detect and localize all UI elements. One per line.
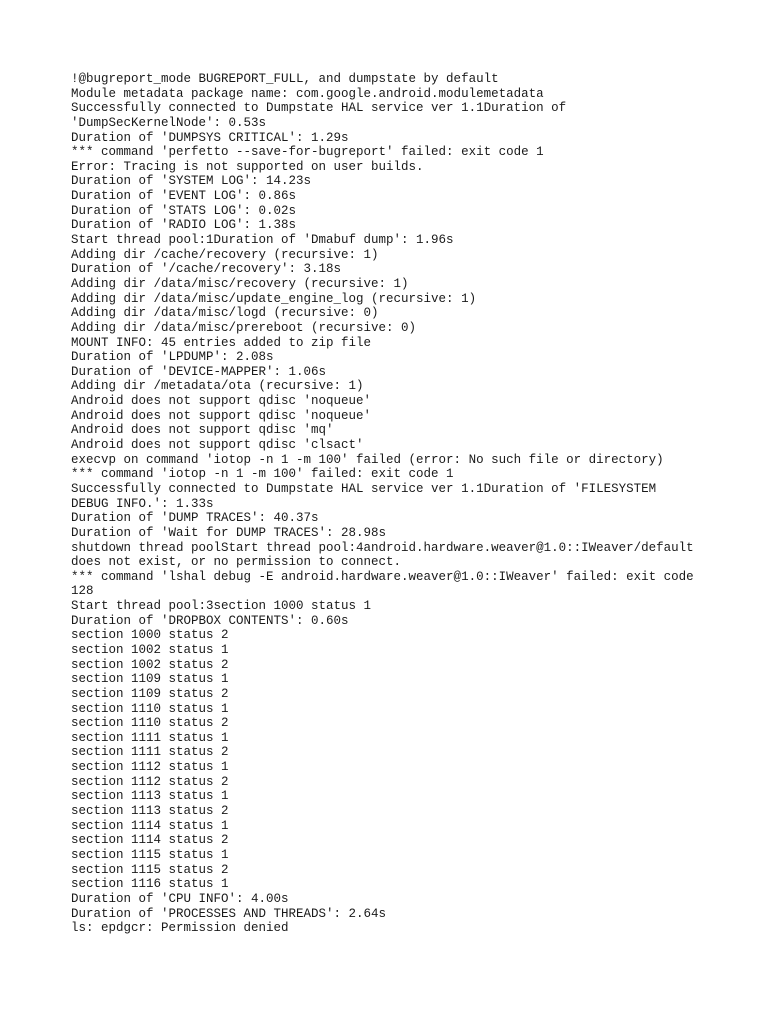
log-line: execvp on command 'iotop -n 1 -m 100' failed (error: No such file or directory) (71, 452, 664, 467)
log-line: 'DumpSecKernelNode': 0.53s (71, 115, 267, 130)
log-line: section 1109 status 2 (71, 686, 229, 701)
log-line: section 1114 status 1 (71, 818, 229, 833)
log-line: 128 (71, 584, 94, 599)
log-line: section 1110 status 2 (71, 716, 229, 731)
log-line: section 1002 status 2 (71, 657, 229, 672)
log-line: section 1109 status 1 (71, 672, 229, 687)
log-line: Duration of 'Wait for DUMP TRACES': 28.98s (71, 525, 387, 540)
log-line: section 1114 status 2 (71, 833, 229, 848)
log-line: Duration of 'DEVICE-MAPPER': 1.06s (71, 364, 327, 379)
log-line: section 1116 status 1 (71, 877, 229, 892)
log-line: section 1112 status 1 (71, 760, 229, 775)
log-line: Duration of 'SYSTEM LOG': 14.23s (71, 174, 312, 189)
log-line: Start thread pool:1Duration of 'Dmabuf dump': 1.96s (71, 233, 454, 248)
log-line: Android does not support qdisc 'mq' (71, 423, 334, 438)
log-line: Adding dir /data/misc/update_engine_log (recursive: 1) (71, 291, 477, 306)
log-line: section 1112 status 2 (71, 774, 229, 789)
log-line: !@bugreport_mode BUGREPORT_FULL, and dumpstate by default (71, 72, 499, 86)
log-line: Android does not support qdisc 'noqueue' (71, 394, 372, 409)
log-line: Android does not support qdisc 'noqueue' (71, 408, 372, 423)
log-line: section 1113 status 1 (71, 789, 229, 804)
log-line: Successfully connected to Dumpstate HAL service ver 1.1Duration of (71, 101, 567, 116)
log-line: section 1002 status 1 (71, 642, 229, 657)
log-line: section 1113 status 2 (71, 804, 229, 819)
log-line: does not exist, or no permission to connect. (71, 555, 402, 570)
log-line: Duration of 'RADIO LOG': 1.38s (71, 218, 297, 233)
log-line: Adding dir /data/misc/recovery (recursive: 1) (71, 276, 409, 291)
log-line: section 1110 status 1 (71, 701, 229, 716)
log-line: DEBUG INFO.': 1.33s (71, 496, 214, 511)
log-line: Error: Tracing is not supported on user builds. (71, 159, 424, 174)
log-line: section 1000 status 2 (71, 628, 229, 643)
log-line: Successfully connected to Dumpstate HAL service ver 1.1Duration of 'FILESYSTEM (71, 481, 657, 496)
log-line: Adding dir /data/misc/logd (recursive: 0) (71, 306, 379, 321)
log-line: Android does not support qdisc 'clsact' (71, 438, 364, 453)
bugreport-log (71, 72, 731, 936)
log-line: Duration of 'PROCESSES AND THREADS': 2.64s (71, 906, 387, 921)
log-line: Start thread pool:3section 1000 status 1 (71, 599, 372, 614)
log-line: Duration of 'LPDUMP': 2.08s (71, 350, 274, 365)
log-line: ls: epdgcr: Permission denied (71, 921, 289, 936)
log-line: Duration of 'DUMPSYS CRITICAL': 1.29s (71, 130, 349, 145)
log-line: Duration of 'EVENT LOG': 0.86s (71, 189, 297, 204)
log-line: section 1115 status 2 (71, 862, 229, 877)
log-line: *** command 'perfetto --save-for-bugreport' failed: exit code 1 (71, 145, 544, 160)
log-line: Duration of 'STATS LOG': 0.02s (71, 203, 297, 218)
log-line: *** command 'lshal debug -E android.hardware.weaver@1.0::IWeaver' failed: exit code (71, 569, 694, 584)
log-line: Duration of 'DROPBOX CONTENTS': 0.60s (71, 613, 349, 628)
log-line: Adding dir /metadata/ota (recursive: 1) (71, 379, 364, 394)
log-line: section 1111 status 1 (71, 730, 229, 745)
log-line: Duration of '/cache/recovery': 3.18s (71, 262, 342, 277)
log-line: Adding dir /data/misc/prereboot (recursive: 0) (71, 320, 417, 335)
log-line: Duration of 'CPU INFO': 4.00s (71, 891, 289, 906)
log-line: section 1115 status 1 (71, 847, 229, 862)
log-line: section 1111 status 2 (71, 745, 229, 760)
log-line: Duration of 'DUMP TRACES': 40.37s (71, 511, 319, 526)
log-line: Adding dir /cache/recovery (recursive: 1) (71, 247, 379, 262)
log-line: shutdown thread poolStart thread pool:4android.hardware.weaver@1.0::IWeaver/default (71, 540, 694, 555)
log-line: MOUNT INFO: 45 entries added to zip file (71, 335, 372, 350)
log-line: Module metadata package name: com.google.android.modulemetadata (71, 86, 544, 101)
log-line: *** command 'iotop -n 1 -m 100' failed: exit code 1 (71, 467, 454, 482)
